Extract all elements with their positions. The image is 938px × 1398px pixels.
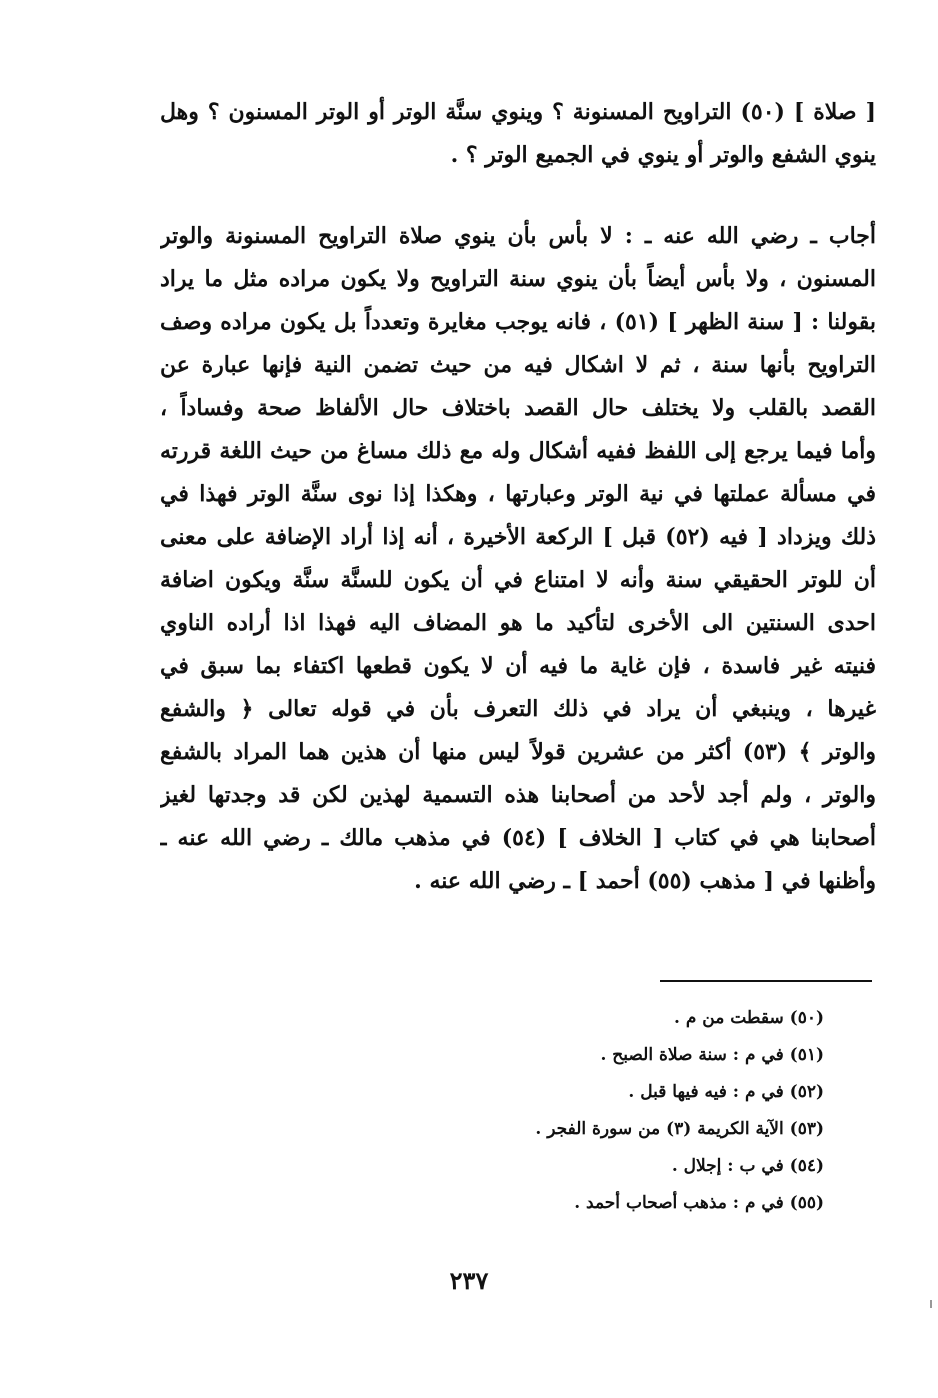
answer-line-12: غيرها ، وينبغي أن يراد في ذلك التعرف بأن في قوله تعالى ﴿ والشفع <box>160 696 876 722</box>
footnote-52: (٥٢) في م : فيه فيها قبل . <box>628 1082 824 1102</box>
scan-mark <box>930 1300 932 1308</box>
answer-line-15: أصحابنا هي في كتاب [ الخلاف ] (٥٤) في مذهب مالك ـ رضي الله عنه ـ <box>160 825 876 851</box>
answer-paragraph <box>160 215 876 903</box>
answer-line-13: والوتر ﴾ (٥٣) أكثر من عشرين قولاً ليس منها أن هذين هما المراد بالشفع <box>160 739 876 765</box>
footnote-54: (٥٤) في ب : إجلال . <box>671 1156 824 1176</box>
answer-line-9: أن للوتر الحقيقي سنة وأنه لا امتناع في أن يكون للسنَّة سنَّة ويكون اضافة <box>160 567 876 593</box>
answer-line-7: في مسألة عملتها في نية الوتر وعبارتها ، وهكذا إذا نوى سنَّة الوتر فهذا في <box>160 481 876 507</box>
footnote-51: (٥١) في م : سنة صلاة الصبح . <box>600 1045 824 1065</box>
question-paragraph <box>160 91 876 177</box>
answer-line-10: احدى السنتين الى الأخرى لتأكيد ما هو المضاف اليه فهذا اذا أراده الناوي <box>160 610 876 636</box>
answer-line-8: ذلك ويزداد [ فيه (٥٢) قبل ] الركعة الأخيرة ، أنه إذا أراد الإضافة على معنى <box>160 524 876 550</box>
answer-line-6: وأما فيما يرجع إلى اللفظ ففيه أشكال وله مع ذلك مساغ من حيث اللغة قررته <box>160 438 876 464</box>
question-line-2: ينوي الشفع والوتر أو ينوي في الجميع الوتر ؟ . <box>450 142 876 168</box>
footnote-50: (٥٠) سقطت من م . <box>673 1008 824 1028</box>
page-number: ٢٣٧ <box>449 1266 489 1295</box>
answer-line-11: فنيته غير فاسدة ، فإن غاية ما فيه أن لا يكون قطعها اكتفاء بما سبق في <box>160 653 876 679</box>
footnote-divider <box>660 980 872 982</box>
answer-line-4: التراويح بأنها سنة ، ثم لا اشكال فيه من حيث تضمن النية فإنها عبارة عن <box>160 352 876 378</box>
answer-line-5: القصد بالقلب ولا يختلف حال القصد باختلاف حال الألفاظ صحة وفساداً ، <box>160 395 876 421</box>
answer-line-2: المسنون ، ولا بأس أيضاً بأن ينوي سنة التراويح ولا يكون مراده مثل ما يراد <box>160 266 876 292</box>
footnote-53: (٥٣) الآية الكريمة (٣) من سورة الفجر . <box>535 1119 824 1139</box>
footnote-55: (٥٥) في م : مذهب أصحاب أحمد . <box>574 1193 824 1213</box>
footnotes-list <box>404 1000 824 1222</box>
answer-line-3: بقولنا : [ سنة الظهر ] (٥١) ، فانه يوجب مغايرة وتعدداً بل يكون مراده وصف <box>160 309 876 335</box>
question-line-1: [ صلاة ] (٥٠) التراويح المسنونة ؟ وينوي سنَّة الوتر أو الوتر المسنون ؟ وهل <box>160 99 876 125</box>
answer-line-14: والوتر ، ولم أجد لأحد من أصحابنا هذه التسمية لهذين لكن قد وجدتها لغيز <box>160 782 876 808</box>
answer-line-1: أجاب ـ رضي الله عنه ـ : لا بأس بأن ينوي صلاة التراويح المسنونة والوتر <box>160 223 876 249</box>
answer-line-16: وأظنها في [ مذهب (٥٥) أحمد ] ـ رضي الله عنه . <box>414 868 876 894</box>
